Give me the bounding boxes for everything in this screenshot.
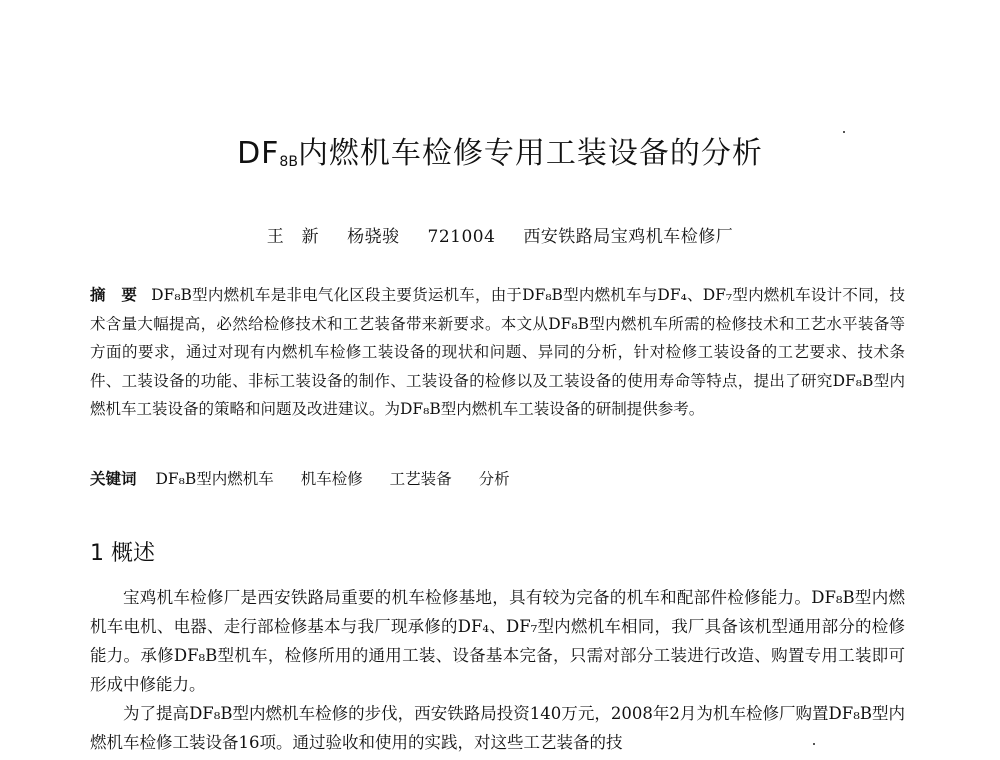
title-prefix: DF — [237, 136, 280, 171]
body-paragraph: 宝鸡机车检修厂是西安铁路局重要的机车检修基地，具有较为完备的机车和配部件检修能力。DF₈B型内燃机车电机、电器、走行部检修基本与我厂现承修的DF₄、DF₇型内燃机车相同，我厂具备该机型通用部分的检修能力。承修DF₈B型机车，检修所用的通用工装、设备基本完备，只需对部分工装进行改造、购置专用工装即可形成中修能力。 — [90, 588, 905, 694]
author-line — [0, 222, 1000, 247]
author-name-2: 杨骁骏 — [347, 227, 400, 247]
title-subscript: 8B — [279, 154, 298, 170]
author-postcode: 721004 — [427, 227, 496, 247]
body-text — [90, 583, 905, 757]
abstract-label: 摘 要 — [90, 286, 138, 304]
scan-speck — [843, 131, 845, 133]
section-heading: 1 概述 — [90, 541, 155, 566]
scan-speck — [813, 743, 815, 745]
title-rest: 内燃机车检修专用工装设备的分析 — [297, 136, 763, 171]
keywords — [90, 465, 905, 493]
keywords-label: 关键词 — [90, 470, 137, 488]
body-paragraph: 为了提高DF₈B型内燃机车检修的步伐，西安铁路局投资140万元，2008年2月为机车检修厂购置DF₈B型内燃机车检修工装设备16项。通过验收和使用的实践，对这些工艺装备的技 — [90, 704, 905, 752]
keyword-item: 分析 — [478, 470, 510, 488]
keyword-item: 机车检修 — [300, 470, 363, 488]
abstract-text: DF₈B型内燃机车是非电气化区段主要货运机车，由于DF₈B型内燃机车与DF₄、DF₇型内燃机车设计不同，技术含量大幅提高，必然给检修技术和工艺装备带来新要求。本文从DF₈B型内燃机车所需的检修技术和工艺水平装备等方面的要求，通过对现有内燃机车检修工装设备的现状和问题、异同的分析，针对检修工装设备的工艺要求、技术条件、工装设备的功能、非标工装设备的制作、工装设备的检修以及工装设备的使用寿命等特点，提出了研究DF₈B型内燃机车工装设备的策略和问题及改进建议。为DF₈B型内燃机车工装设备的研制提供参考。 — [90, 286, 905, 418]
author-name-1: 王 新 — [266, 227, 320, 247]
author-affiliation: 西安铁路局宝鸡机车检修厂 — [523, 227, 734, 247]
paper-title — [0, 128, 1000, 172]
abstract — [90, 281, 905, 424]
keyword-item: DF₈B型内燃机车 — [155, 470, 274, 488]
keyword-item: 工艺装备 — [389, 470, 452, 488]
